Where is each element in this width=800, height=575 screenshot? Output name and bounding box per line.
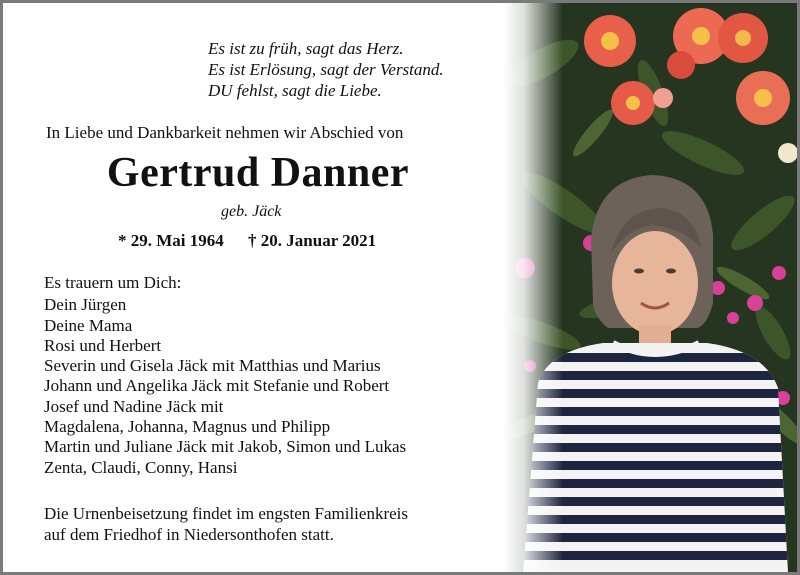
- birth-date: * 29. Mai 1964: [118, 231, 224, 250]
- poem-line-1: Es ist zu früh, sagt das Herz.: [208, 39, 404, 58]
- death-date: † 20. Januar 2021: [248, 231, 377, 250]
- portrait-photo: [503, 3, 797, 572]
- mourner-line: Magdalena, Johanna, Magnus und Philipp: [44, 417, 331, 437]
- burial-notice: [44, 503, 408, 545]
- burial-line-1: Die Urnenbeisetzung findet im engsten Familienkreis: [44, 504, 408, 523]
- mourner-line: Martin und Juliane Jäck mit Jakob, Simon und Lukas: [44, 437, 407, 457]
- text-column: [3, 3, 523, 572]
- photo-edge-fade: [503, 3, 563, 572]
- mourner-line: Dein Jürgen: [44, 295, 127, 315]
- mourners-heading: Es trauern um Dich:: [44, 273, 182, 292]
- burial-line-2: auf dem Friedhof in Niedersonthofen statt.: [44, 525, 334, 544]
- mourners-list: [44, 273, 406, 478]
- poem-line-3: DU fehlst, sagt die Liebe.: [208, 81, 382, 100]
- mourner-line: Rosi und Herbert: [44, 335, 162, 355]
- maiden-name: geb. Jäck: [221, 203, 282, 220]
- poem-line-2: Es ist Erlösung, sagt der Verstand.: [208, 60, 444, 79]
- mourner-line: Zenta, Claudi, Conny, Hansi: [44, 457, 238, 477]
- mourner-line: Josef und Nadine Jäck mit: [44, 396, 224, 416]
- farewell-intro: In Liebe und Dankbarkeit nehmen wir Abschied von: [46, 123, 404, 142]
- mourner-line: Severin und Gisela Jäck mit Matthias und Marius: [44, 356, 381, 376]
- life-dates: [118, 231, 376, 251]
- poem: [208, 38, 444, 101]
- mourner-line: Deine Mama: [44, 315, 133, 335]
- deceased-name: Gertrud Danner: [106, 150, 410, 196]
- mourner-line: Johann und Angelika Jäck mit Stefanie und Robert: [44, 376, 390, 396]
